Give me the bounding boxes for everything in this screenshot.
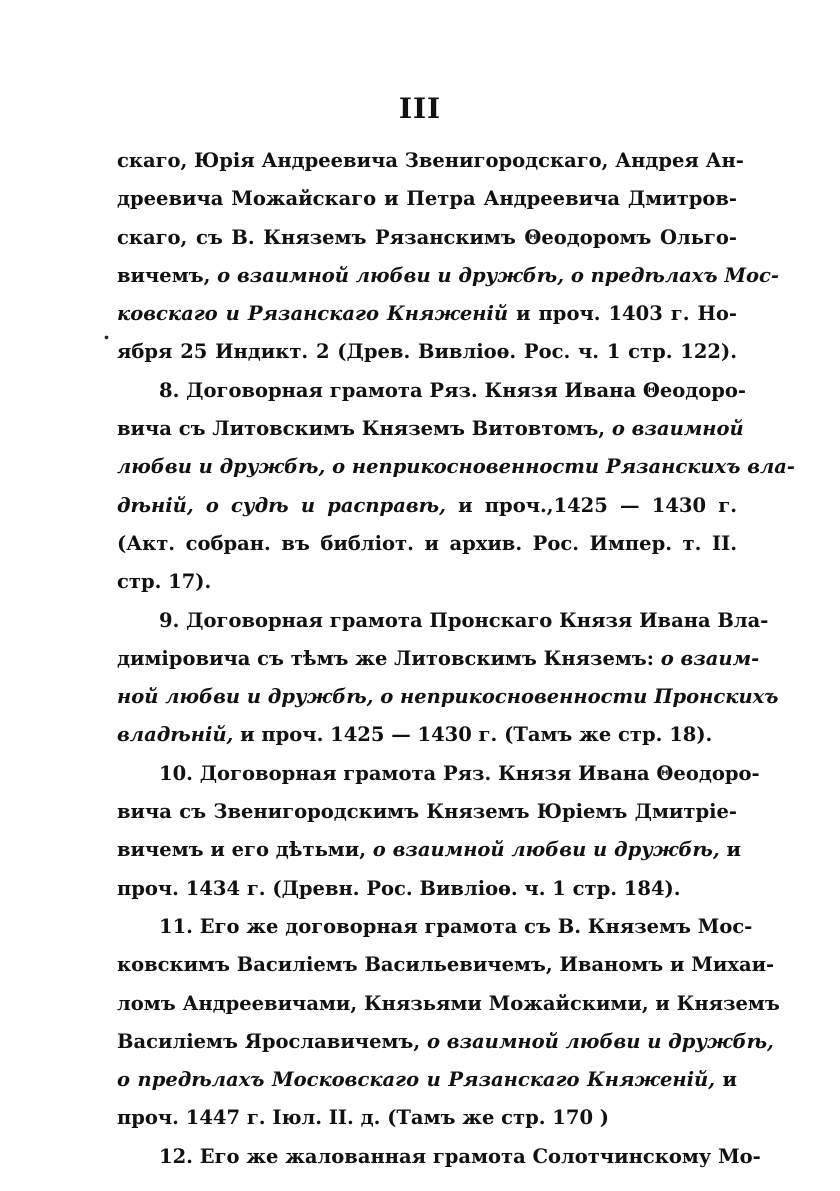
text-line (117, 525, 737, 563)
italic-text-segment: владѣній, (117, 723, 234, 747)
text-line (117, 563, 737, 601)
text-line (117, 793, 737, 831)
text-segment: 9. Договорная грамота Пронскаго Князя Ивана Вла- (159, 608, 769, 632)
text-line (117, 448, 796, 486)
italic-text-segment: о взаимной любви и дружбѣ, (372, 838, 720, 862)
text-line (117, 908, 753, 946)
page-body-text (117, 142, 796, 1176)
text-line (117, 410, 744, 448)
italic-text-segment: о взаимной любви и дружбѣ, о предѣлахъ Мос- (217, 263, 779, 287)
text-line (117, 219, 737, 257)
text-segment: ковскимъ Василіемъ Васильевичемъ, Иваномъ и Михаи- (117, 953, 775, 977)
text-segment: дреевича Можайскаго и Петра Андреевича Дмитров- (117, 187, 737, 211)
text-line (117, 678, 779, 716)
stray-mark: . (103, 320, 110, 344)
text-segment: 10. Договорная грамота Ряз. Князя Ивана Θеодоро- (159, 761, 760, 785)
italic-text-segment: о взаимной любви и дружбѣ, (426, 1029, 774, 1053)
text-line (117, 295, 737, 333)
text-segment: стр. 17). (117, 570, 212, 594)
italic-text-segment: о взаимной (611, 417, 744, 441)
text-segment: и (719, 838, 741, 862)
italic-text-segment: ной любви и дружбѣ, о неприкосновенности Пронскихъ (117, 685, 779, 709)
text-line (117, 716, 737, 754)
text-line (117, 257, 779, 295)
text-segment: и (715, 1068, 737, 1092)
italic-text-segment: любви и дружбѣ, о неприкосновенности Рязанскихъ вла- (117, 455, 796, 479)
text-line (117, 1099, 737, 1137)
text-segment: вича съ Звенигородскимъ Княземъ Юріемъ Дмитріе- (117, 800, 737, 824)
text-line (117, 333, 737, 371)
italic-text-segment: о взаим- (660, 646, 760, 670)
text-line (117, 1138, 761, 1176)
text-segment: диміровича съ тѣмъ же Литовскимъ Княземъ: (117, 646, 661, 670)
text-line (117, 372, 746, 410)
italic-text-segment: дѣній, о судѣ и расправѣ, (117, 493, 446, 517)
text-segment: 11. Его же договорная грамота съ В. Княземъ Мос- (159, 914, 753, 938)
text-segment: ября 25 Индикт. 2 (Древ. Вивліоѳ. Рос. ч. 1 стр. 122). (117, 340, 737, 364)
text-line (117, 870, 737, 908)
text-segment: и проч. 1403 г. Но- (508, 302, 737, 326)
text-segment: вичемъ, (117, 263, 218, 287)
text-line (117, 831, 741, 869)
text-segment: 12. Его же жалованная грамота Солотчинскому Мо- (159, 1144, 761, 1168)
page-number: III (398, 92, 442, 125)
text-line (117, 602, 769, 640)
text-segment: и проч.,1425 — 1430 г. (445, 493, 737, 517)
text-line (117, 985, 780, 1023)
text-line (117, 180, 737, 218)
text-segment: Василіемъ Ярославичемъ, (117, 1029, 427, 1053)
text-line (117, 755, 760, 793)
text-segment: проч. 1434 г. (Древн. Рос. Вивліоѳ. ч. 1 стр. 184). (117, 876, 681, 900)
text-line (117, 946, 775, 984)
text-line (117, 640, 760, 678)
text-line (117, 1023, 774, 1061)
text-segment: ломъ Андреевичами, Князьями Можайскими, и Княземъ (117, 991, 780, 1015)
text-segment: проч. 1447 г. Іюл. II. д. (Тамъ же стр. 170 ) (117, 1106, 610, 1130)
italic-text-segment: ковскаго и Рязанскаго Княженій (117, 302, 509, 326)
text-line (117, 487, 737, 525)
italic-text-segment: о предѣлахъ Московскаго и Рязанскаго Княженій, (117, 1068, 715, 1092)
text-segment: вича съ Литовскимъ Княземъ Витовтомъ, (117, 417, 612, 441)
text-segment: вичемъ и его дѣтьми, (117, 838, 373, 862)
text-line (117, 1061, 737, 1099)
text-line (117, 142, 744, 180)
text-segment: 8. Договорная грамота Ряз. Князя Ивана Θеодоро- (159, 378, 746, 402)
text-segment: и проч. 1425 — 1430 г. (Тамъ же стр. 18). (233, 723, 713, 747)
text-segment: (Акт. собран. въ библіот. и архив. Рос. Импер. т. II. (117, 531, 737, 555)
text-segment: скаго, съ В. Княземъ Рязанскимъ Θеодоромъ Ольго- (117, 225, 737, 249)
text-segment: скаго, Юрія Андреевича Звенигородскаго, Андрея Ан- (117, 149, 744, 172)
